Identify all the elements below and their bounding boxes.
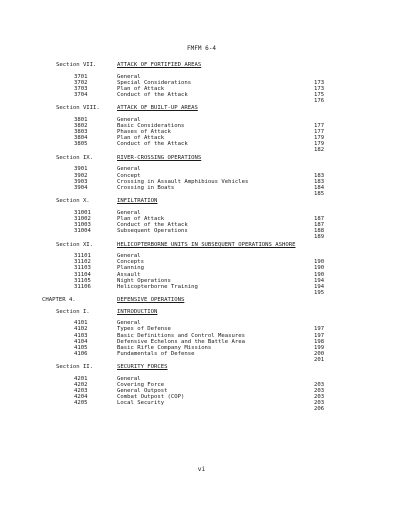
toc-entry-page: 183 bbox=[314, 172, 325, 179]
toc-entry-number: 3903 bbox=[74, 178, 88, 185]
toc-entry-number: 3704 bbox=[74, 91, 88, 98]
toc-entry-number: 31003 bbox=[74, 222, 91, 228]
toc-entry-title: General bbox=[117, 209, 141, 216]
toc-entry-title: General bbox=[117, 73, 141, 80]
toc-entry-page: 190 bbox=[314, 271, 325, 278]
toc-entry-page: 179 bbox=[314, 141, 325, 148]
toc-entry-number: 3904 bbox=[74, 184, 88, 191]
toc-entry-page: 203 bbox=[314, 394, 325, 401]
toc-entry-title: Basic Rifle Company Missions bbox=[117, 344, 212, 351]
toc-entry-page: 197 bbox=[314, 326, 325, 333]
toc-entry-number: 31001 bbox=[74, 209, 91, 216]
toc-entry-page: 203 bbox=[314, 400, 325, 407]
toc-entry-number: 3803 bbox=[74, 129, 88, 136]
toc-entry-number: 4101 bbox=[74, 320, 88, 327]
toc-entry-number: 31104 bbox=[74, 271, 91, 278]
toc-entry-title: Night Operations bbox=[117, 277, 171, 284]
toc-entry-page: 188 bbox=[314, 228, 325, 235]
toc-entry-title: Basic Considerations bbox=[117, 123, 185, 129]
toc-entry-number: 3902 bbox=[74, 172, 88, 179]
section-label: Section XI. bbox=[56, 241, 94, 248]
toc-entry-title: Planning bbox=[117, 265, 144, 272]
toc-entry-number: 4203 bbox=[74, 388, 88, 395]
toc-trailing-page: 182 bbox=[314, 147, 325, 154]
toc-entry-number: 4202 bbox=[74, 382, 88, 388]
chapter-title: DEFENSIVE OPERATIONS bbox=[117, 297, 185, 304]
toc-trailing-page: 195 bbox=[314, 289, 325, 296]
toc-entry-number: 3804 bbox=[74, 135, 88, 142]
toc-entry-title: Covering Force bbox=[117, 382, 165, 388]
toc-entry-page: 175 bbox=[314, 91, 325, 98]
section-title: HELICOPTERBORNE UNITS IN SUBSEQUENT OPERATIONS ASHORE bbox=[117, 241, 296, 248]
toc-entry-page: 173 bbox=[314, 79, 325, 86]
toc-trailing-page: 176 bbox=[314, 97, 325, 104]
toc-entry-title: Plan of Attack bbox=[117, 215, 165, 222]
toc-entry-title: Concepts bbox=[117, 259, 144, 266]
section-label: Section I. bbox=[56, 308, 90, 315]
toc-entry-title: Crossing in Assault Amphibious Vehicles bbox=[117, 178, 249, 185]
toc-entry-title: Basic Definitions and Control Measures bbox=[117, 332, 245, 339]
toc-trailing-page: 189 bbox=[314, 234, 325, 241]
toc-entry-page: 194 bbox=[314, 277, 325, 284]
section-title: SECURITY FORCES bbox=[117, 364, 168, 371]
toc-entry-title: Concept bbox=[117, 172, 141, 179]
section-title: RIVER-CROSSING OPERATIONS bbox=[117, 154, 202, 161]
toc-entry-title: General bbox=[117, 116, 141, 123]
toc-entry-title: General bbox=[117, 320, 141, 327]
toc-entry-page: 190 bbox=[314, 259, 325, 266]
toc-entry-title: Conduct of the Attack bbox=[117, 141, 188, 148]
toc-entry-title: Defensive Echelons and the Battle Area bbox=[117, 338, 245, 345]
toc-entry-title: General bbox=[117, 253, 141, 260]
toc-entry-number: 31106 bbox=[74, 283, 91, 290]
toc-entry-page: 184 bbox=[314, 184, 325, 191]
toc-entry-title: Conduct of the Attack bbox=[117, 91, 188, 98]
toc-entry-page: 198 bbox=[314, 338, 325, 345]
toc-entry-title: General Outpost bbox=[117, 388, 168, 395]
toc-entry-number: 4105 bbox=[74, 344, 88, 351]
section-title: INTRODUCTION bbox=[117, 308, 158, 315]
toc-entry-title: Plan of Attack bbox=[117, 85, 165, 92]
toc-entry-page: 177 bbox=[314, 123, 325, 129]
section-title: INFILTRATION bbox=[117, 198, 158, 205]
toc-entry-title: Helicopterborne Training bbox=[117, 283, 198, 290]
toc-entry-title: General bbox=[117, 166, 141, 173]
page-header: FMFM 6-4 bbox=[187, 45, 216, 52]
toc-entry-page: 179 bbox=[314, 135, 325, 142]
toc-entry-title: Crossing in Boats bbox=[117, 184, 175, 191]
section-title: ATTACK OF BUILT-UP AREAS bbox=[117, 105, 198, 112]
toc-entry-title: Assault bbox=[117, 271, 141, 278]
page-number-footer: vi bbox=[197, 465, 206, 473]
section-label: Section VIII. bbox=[56, 105, 100, 112]
toc-entry-title: Special Considerations bbox=[117, 79, 192, 86]
toc-entry-page: 173 bbox=[314, 85, 325, 92]
toc-entry-number: 31105 bbox=[74, 277, 91, 284]
chapter-label: CHAPTER 4. bbox=[42, 297, 76, 304]
toc-trailing-page: 206 bbox=[314, 406, 325, 413]
toc-entry-number: 3802 bbox=[74, 123, 88, 129]
toc-entry-number: 31004 bbox=[74, 228, 91, 235]
toc-entry-title: General bbox=[117, 375, 141, 382]
toc-entry-page: 197 bbox=[314, 332, 325, 339]
toc-entry-number: 4104 bbox=[74, 338, 88, 345]
toc-entry-title: Conduct of the Attack bbox=[117, 222, 188, 228]
toc-entry-page: 194 bbox=[314, 283, 325, 290]
toc-entry-number: 4204 bbox=[74, 394, 88, 401]
toc-entry-page: 190 bbox=[314, 265, 325, 272]
toc-entry-page: 177 bbox=[314, 129, 325, 136]
toc-entry-number: 3901 bbox=[74, 166, 88, 173]
toc-trailing-page: 185 bbox=[314, 190, 325, 197]
section-label: Section IX. bbox=[56, 154, 94, 161]
toc-entry-title: Subsequent Operations bbox=[117, 228, 188, 235]
toc-entry-number: 3702 bbox=[74, 79, 88, 86]
toc-entry-number: 31102 bbox=[74, 259, 91, 266]
toc-entry-number: 31101 bbox=[74, 253, 91, 260]
toc-entry-number: 4106 bbox=[74, 350, 88, 357]
toc-entry-title: Phases of Attack bbox=[117, 129, 171, 136]
toc-entry-number: 4102 bbox=[74, 326, 88, 333]
section-title: ATTACK OF FORTIFIED AREAS bbox=[117, 62, 202, 68]
toc-entry-page: 187 bbox=[314, 222, 325, 228]
toc-entry-number: 4103 bbox=[74, 332, 88, 339]
toc-entry-title: Combat Outpost (COP) bbox=[117, 394, 185, 401]
toc-entry-page: 203 bbox=[314, 388, 325, 395]
toc-entry-number: 3701 bbox=[74, 73, 88, 80]
toc-entry-number: 3703 bbox=[74, 85, 88, 92]
toc-entry-title: Local Security bbox=[117, 400, 165, 407]
toc-entry-page: 203 bbox=[314, 382, 325, 388]
toc-entry-number: 31002 bbox=[74, 215, 91, 222]
toc-entry-number: 3805 bbox=[74, 141, 88, 148]
toc-trailing-page: 201 bbox=[314, 356, 325, 363]
toc-entry-title: Fundamentals of Defense bbox=[117, 350, 195, 357]
section-label: Section X. bbox=[56, 198, 90, 205]
toc-entry-number: 4201 bbox=[74, 375, 88, 382]
toc-entry-page: 200 bbox=[314, 350, 325, 357]
toc-entry-number: 3801 bbox=[74, 116, 88, 123]
section-label: Section VII. bbox=[56, 62, 97, 68]
toc-entry-number: 31103 bbox=[74, 265, 91, 272]
toc-entry-page: 187 bbox=[314, 215, 325, 222]
toc-entry-page: 183 bbox=[314, 178, 325, 185]
toc-entry-page: 199 bbox=[314, 344, 325, 351]
toc-entry-number: 4205 bbox=[74, 400, 88, 407]
toc-entry-title: Plan of Attack bbox=[117, 135, 165, 142]
section-label: Section II. bbox=[56, 364, 94, 371]
toc-entry-title: Types of Defense bbox=[117, 326, 171, 333]
